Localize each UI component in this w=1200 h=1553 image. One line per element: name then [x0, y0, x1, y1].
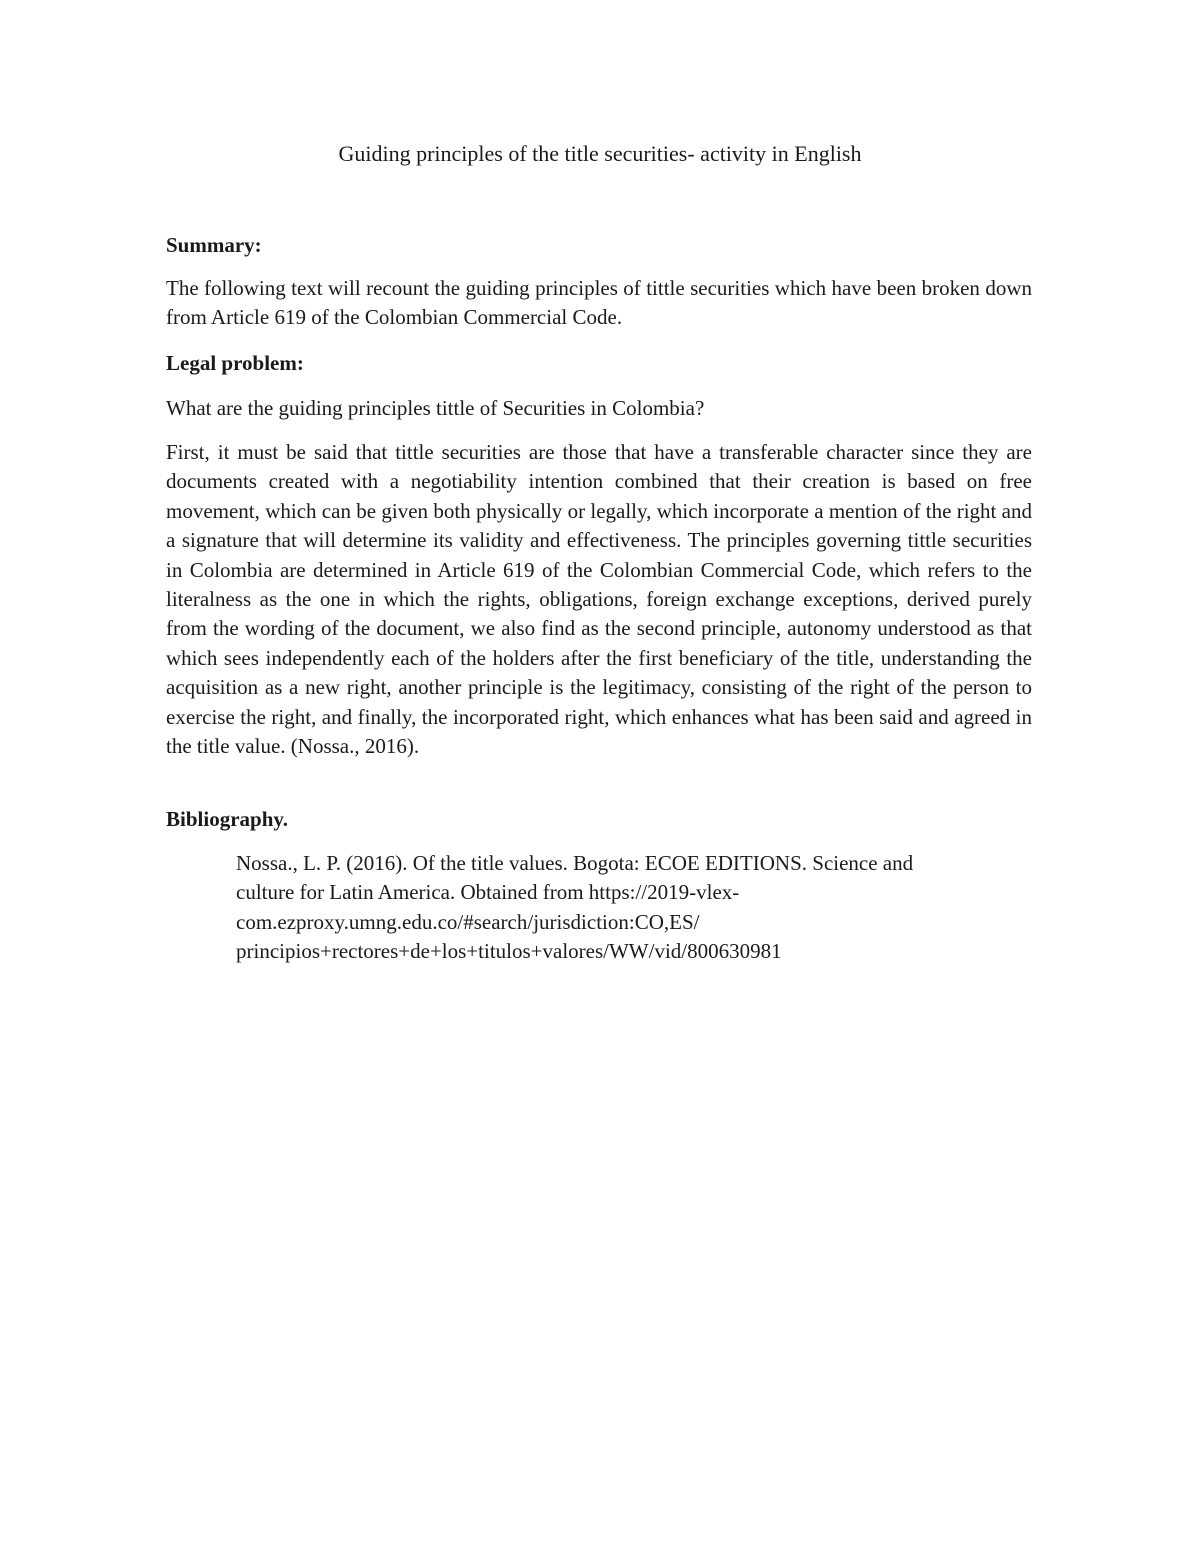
bibliography-line: Nossa., L. P. (2016). Of the title values. Bogota: ECOE EDITIONS. Science and: [236, 851, 914, 875]
bibliography-heading: Bibliography.: [166, 807, 288, 831]
bibliography-line: com.ezproxy.umng.edu.co/#search/jurisdiction:CO,ES/: [236, 909, 700, 934]
legal-problem-question: What are the guiding principles tittle of Securities in Colombia?: [166, 396, 705, 420]
legal-problem-heading: Legal problem:: [166, 351, 304, 375]
body-paragraph: First, it must be said that tittle securities are those that have a transferable character since they are documents created with a negotiability intention combined that their creation is based on free movement, which can be given both physically or legally, which incorporate a mention of the right and a signature that will determine its validity and effectiveness. The principles governing tittle securities in Colombia are determined in Article 619 of the Colombian Commercial Code, which refers to the literalness as the one in which the rights, obligations, foreign exchange exceptions, derived purely from the wording of the document, we also find as the second principle, autonomy understood as that which sees independently each of the holders after the first beneficiary of the title, understanding the acquisition as a new right, another principle is the legitimacy, consisting of the right of the person to exercise the right, and finally, the incorporated right, which enhances what has been said and agreed in the title value. (Nossa., 2016).: [166, 440, 1032, 759]
bibliography-entry: [236, 849, 1026, 967]
bibliography-line: culture for Latin America. Obtained from https://2019-vlex-: [236, 880, 740, 905]
summary-heading: Summary:: [166, 233, 262, 257]
summary-paragraph: The following text will recount the guiding principles of tittle securities which have been broken down from Article 619 of the Colombian Commercial Code.: [166, 276, 1032, 330]
document-title: Guiding principles of the title securities- activity in English: [338, 141, 862, 166]
bibliography-url-line: principios+rectores+de+los+titulos+valores/WW/vid/800630981: [236, 939, 782, 964]
